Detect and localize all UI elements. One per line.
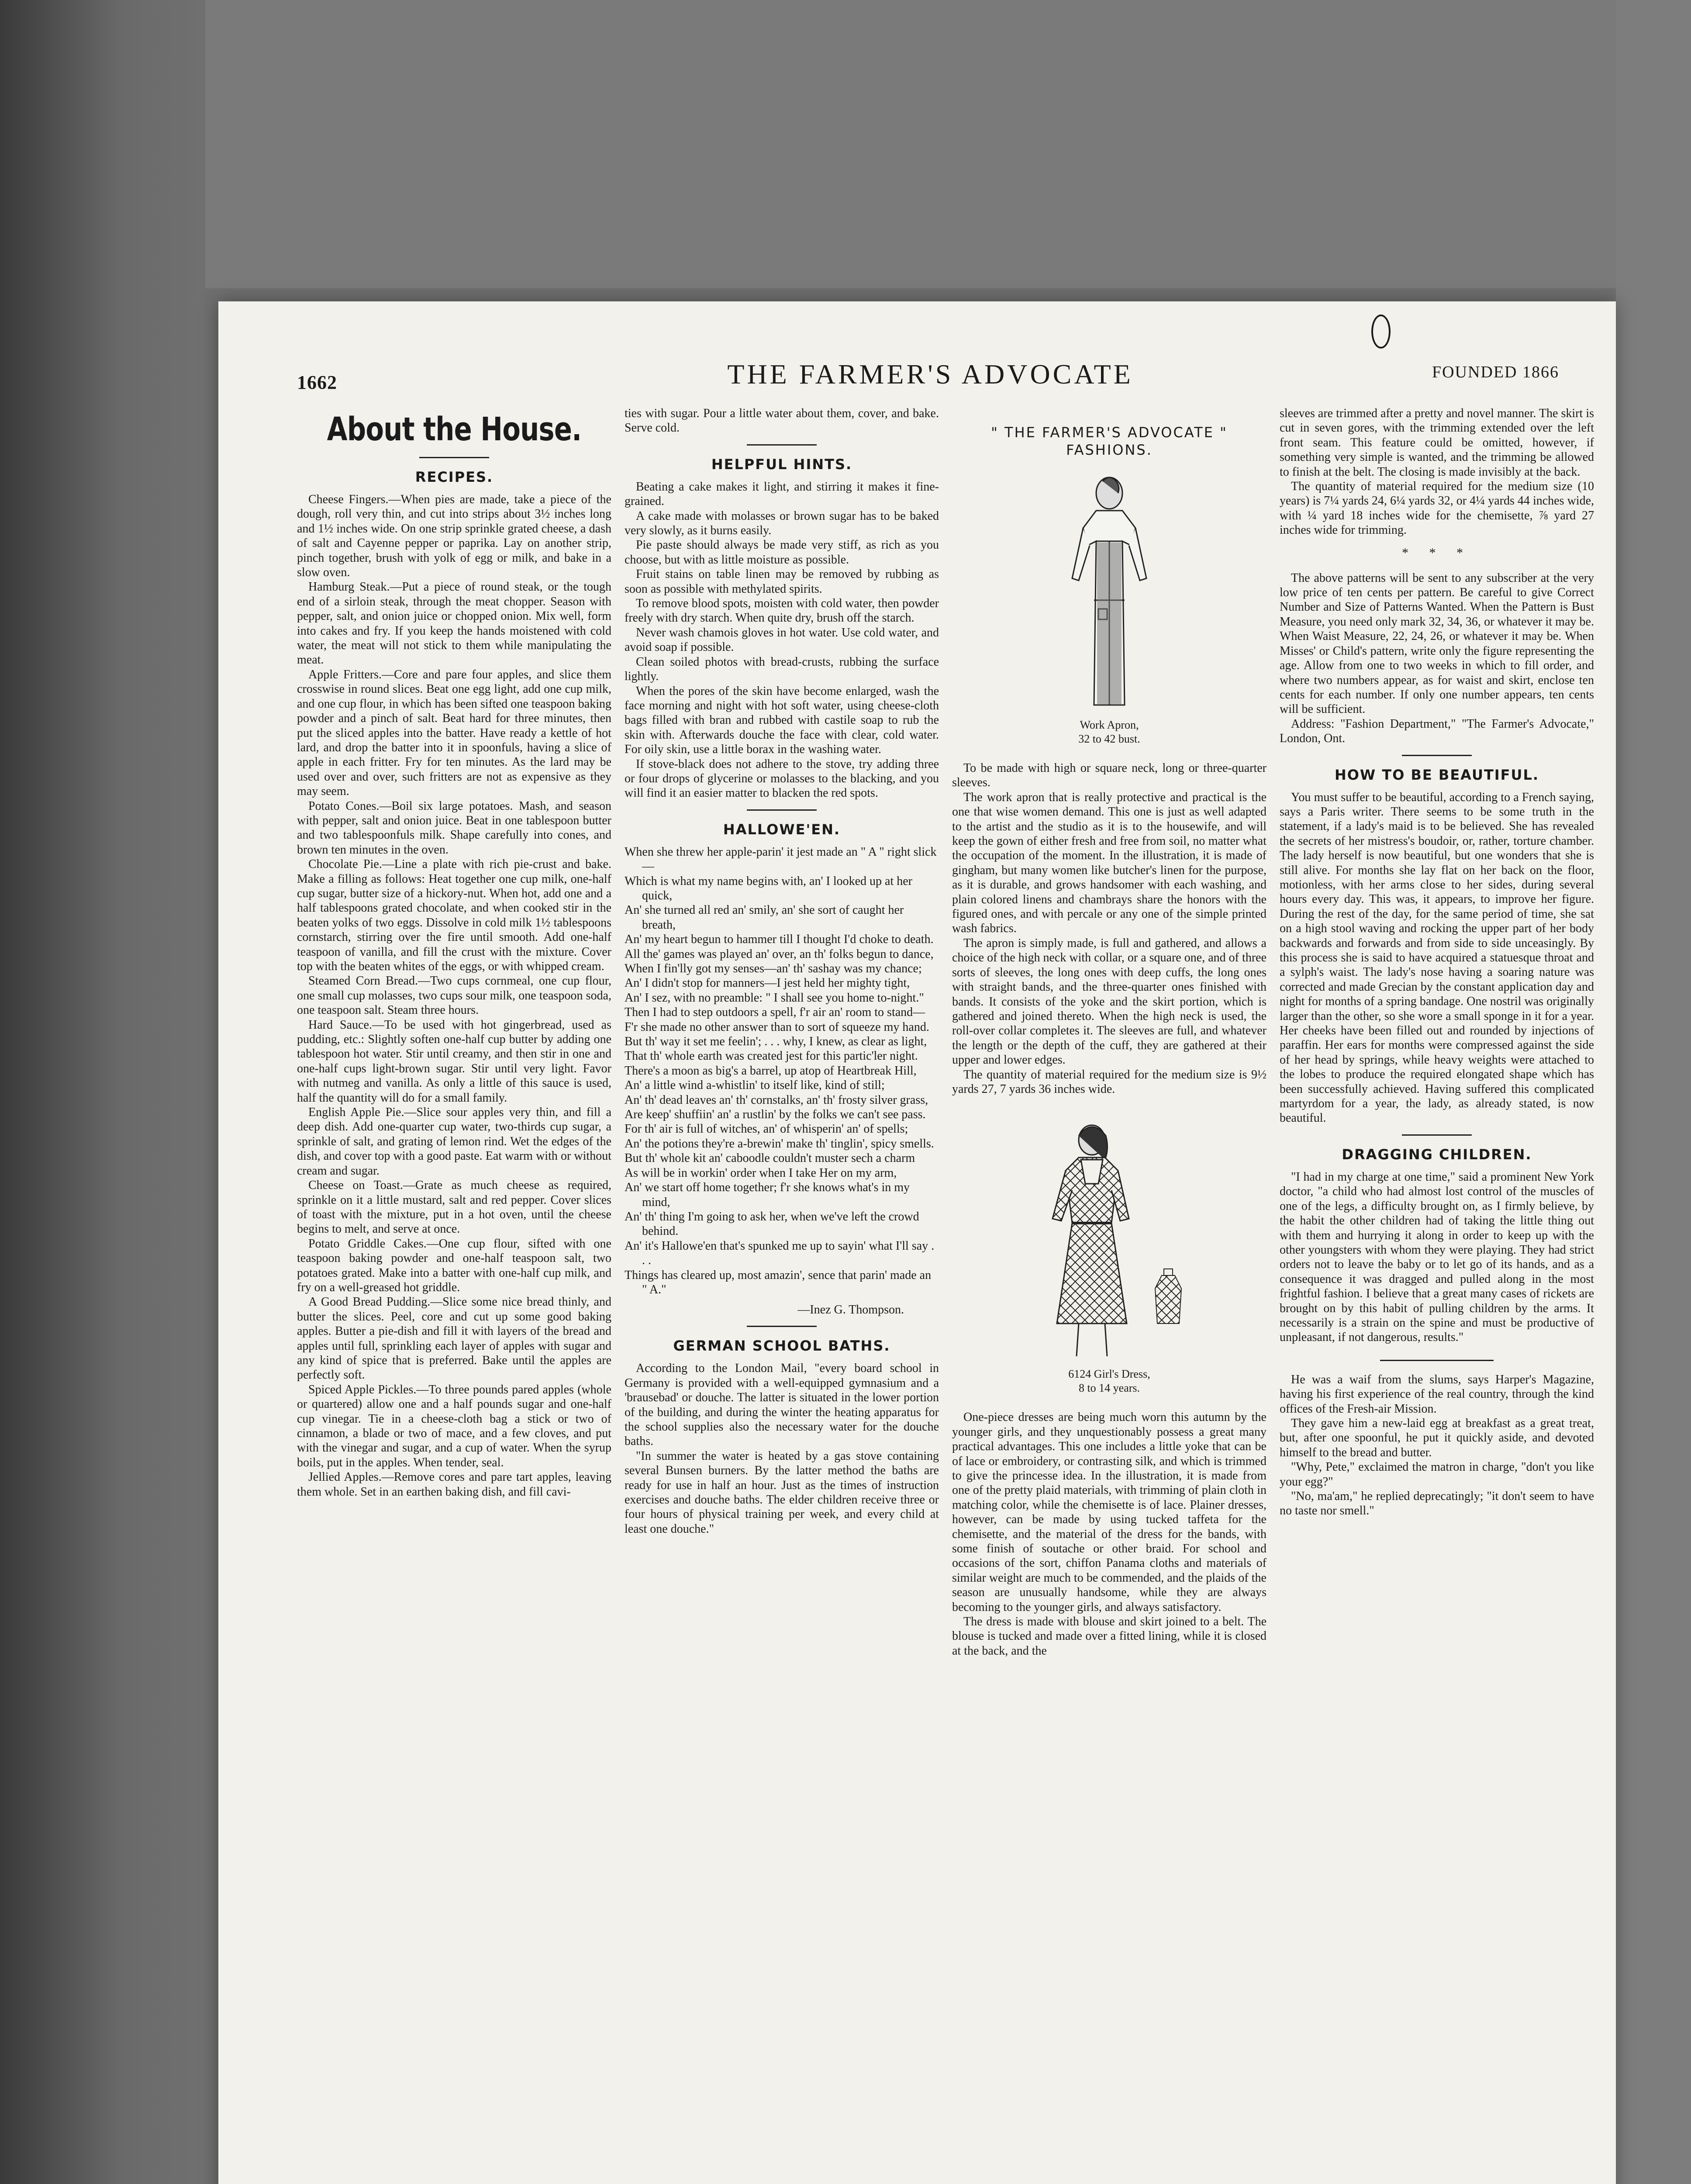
poem-line: An' I sez, with no preamble: " I shall see you home to-night.": [625, 991, 924, 1005]
column-3: [952, 406, 1267, 1658]
poem-line: Are keep' shuffiin' an' a rustlin' by the folks we can't see pass.: [625, 1108, 926, 1122]
page-number: 1662: [297, 372, 337, 393]
poem-line: An' th' dead leaves an' th' cornstalks, an' th' frosty silver grass,: [625, 1093, 928, 1107]
poem-line: Things has cleared up, most amazin', sence that parin' made an " A.": [625, 1268, 932, 1296]
girls-dress-caption: [952, 1367, 1267, 1395]
poem-line: An' we start off home together; f'r she knows what's in my mind,: [625, 1181, 910, 1209]
hint-paragraph: Never wash chamois gloves in hot water. Use cold water, and avoid soap if possible.: [625, 625, 939, 654]
recipe-paragraph: Steamed Corn Bread.—Two cups cornmeal, one cup flour, one small cup molasses, two cups sour milk, one teaspoon soda, one teaspoon salt. Steam three hours.: [297, 974, 611, 1017]
divider: [1380, 1360, 1494, 1361]
fashion-paragraph: The dress is made with blouse and skirt joined to a belt. The blouse is tucked and made over a fitted lining, while it is closed at the back, and the: [952, 1615, 1267, 1658]
recipe-paragraph: A Good Bread Pudding.—Slice some nice bread thinly, and butter the slices. Peel, core and cut up some good baking apples. Butter a pie-dish and fill it with layers of the bread and apples until full, sprinkling each layer of apples with sugar and any kind of spice that is preferred. Bake until the apples are perfectly soft.: [297, 1295, 611, 1382]
heading-halloween: HALLOWE'EN.: [723, 821, 841, 838]
article-paragraph: They gave him a new-laid egg at breakfast as a great treat, but, after one spoonful, he put it quickly aside, and devoted himself to the bread and butter.: [1280, 1416, 1594, 1459]
recipe-paragraph: Apple Fritters.—Core and pare four apples, and slice them crosswise in round slices. Beat one egg light, add one cup milk, and one cup flour, in which has been sifted one teaspoon baking powder and a pinch of salt. Beat hard for three minutes, then put the sliced apples into the batter. Have ready a kettle of hot lard, and drop the batter into it in spoonfuls, having a slice of apple in each fritter. Fry for ten minutes. As the lard may be used over and over, such fritters are not as expensive as they may seem.: [297, 667, 611, 798]
poem-line: An' a little wind a-whistlin' to itself like, kind of still;: [625, 1078, 885, 1092]
hint-paragraph: Beating a cake makes it light, and stirring it makes it fine-grained.: [625, 480, 939, 508]
hint-paragraph: If stove-black does not adhere to the stove, try adding three or four drops of glycerine or molasses to the blacking, and you will find it an easier matter to blacken the red spots.: [625, 757, 939, 800]
heading-german-school-baths: GERMAN SCHOOL BATHS.: [673, 1337, 890, 1355]
hint-paragraph: When the pores of the skin have become enlarged, wash the face morning and night with hot soft water, using cheese-cloth bags filled with bran and rubbed with castile soap to rub the skin with. Afterwards douche the face with clear, cold water. For oily skin, use a little borax in the washing water.: [625, 684, 939, 757]
founded-line: FOUNDED 1866: [1432, 363, 1559, 381]
recipe-paragraph: English Apple Pie.—Slice sour apples very thin, and fill a deep dish. Add one-quarter cup water, two-thirds cup sugar, a sprinkle of salt, and grating of lemon rind. Wet the edges of the dish, and cover top with a good paste. Eat warm with or without cream and sugar.: [297, 1106, 611, 1178]
patterns-paragraph: The above patterns will be sent to any subscriber at the very low price of ten cents per pattern. Be careful to give Correct Number and Size of Patterns Wanted. When the Pattern is Bust Measure, you need only mark 32, 34, 36, or whatever it may be. When Waist Measure, 22, 24, 26, or whatever it may be. When Misses' or Child's pattern, write only the figure representing the age. Allow from one to two weeks in which to fill order, and where two numbers appear, as for waist and skirt, enclose ten cents for each number. If only one number appears, ten cents will be sufficient.: [1280, 571, 1594, 716]
handwritten-margin-mark: [1371, 314, 1391, 349]
poem-line: But th' whole kit an' caboodle couldn't muster sech a charm: [625, 1151, 915, 1165]
recipe-paragraph: Potato Griddle Cakes.—One cup flour, sifted with one teaspoon baking powder and one-half teaspoon salt, two potatoes grated. Make into a batter with one-half cup milk, and fry on a well-greased hot griddle.: [297, 1237, 611, 1294]
scan-background-top: [0, 0, 1691, 288]
fashions-heading: [952, 424, 1267, 459]
scan-background-right: [1616, 0, 1691, 2184]
hint-paragraph: Pie paste should always be made very stiff, as rich as you choose, but with as little moisture as possible.: [625, 538, 939, 567]
heading-dragging-children: DRAGGING CHILDREN.: [1342, 1146, 1532, 1163]
recipe-paragraph: Spiced Apple Pickles.—To three pounds pared apples (whole or quartered) allow one and a half pounds sugar and one-half cup vinegar. Tie in a cheese-cloth bag a stick or two of cinnamon, a blade or two of mace, and a few cloves, and put with the vinegar and sugar, and a cup of water. When the syrup boils, put in the apples. When tender, seal.: [297, 1382, 611, 1469]
recipe-continuation: ties with sugar. Pour a little water about them, cover, and bake. Serve cold.: [625, 407, 939, 435]
recipe-paragraph: Cheese Fingers.—When pies are made, take a piece of the dough, roll very thin, and cut into strips about 3½ inches long and 1½ inches wide. On one strip sprinkle grated cheese, a dash of salt and Cayenne pepper or paprika. Lay on another strip, pinch together, brush with yolk of egg or milk, and bake in a slow oven.: [297, 493, 611, 580]
poem-line: F'r she made no other answer than to sort of squeeze my hand.: [625, 1020, 929, 1034]
recipe-paragraph: Cheese on Toast.—Grate as much cheese as required, sprinkle on it a little mustard, salt and red pepper. Cover slices of toast with the mixture, put in a hot oven, until the cheese begins to melt, and serve at once.: [297, 1178, 611, 1236]
article-paragraph: You must suffer to be beautiful, according to a French saying, says a Paris writer. There seems to be some truth in the statement, if a lady's maid is to be believed. She has revealed the secrets of her mistress's boudoir, or, rather, torture chamber. The lady herself is now beautiful, but one wonders that she is still alive. For months she lay flat on her back on the floor, motionless, with her arms close to her sides, during several hours every day. This was, it appears, to improve her figure. During the rest of the day, for the same period of time, she sat on a high stool waving and rocking the upper part of her body backwards and forwards and from side to side unceasingly. By this process she is said to have acquired a statuesque throat and a sylph's waist. The lady's nose having a soaring nature was corrected and made Grecian by the constant application day and night for months of a spring bandage. One nostril was originally larger than the other, so she wore a small sponge in it for a year. Her cheeks have been filled out and rounded by injections of paraffin. Her ears for months were compressed against the side of her head by springs, while heavy weights were attached to the lobes to produce the required elongated shape which has been successfully achieved. Having suffered this complicated martyrdom for a year, the lady, as already stated, is now beautiful.: [1280, 790, 1594, 1125]
poem-line: There's a moon as big's a barrel, up atop of Heartbreak Hill,: [625, 1064, 917, 1078]
fashion-paragraph: To be made with high or square neck, long or three-quarter sleeves.: [952, 761, 1267, 790]
recipe-paragraph: Potato Cones.—Boil six large potatoes. Mash, and season with pepper, salt and onion juice. Beat in one tablespoon butter and two tablespoonfuls milk. Shape carefully into cones, and brown ten minutes in the oven.: [297, 799, 611, 857]
article-paragraph: "I had in my charge at one time," said a prominent New York doctor, "a child who had almost lost control of the muscles of one of the legs, a difficulty brought on, as I firmly believe, by the habit the other children had of taking the little thing out with them and hurrying it along in order to keep up with the other youngsters with whom they were playing. They had strict orders not to leave the baby or to let go of its hands, and as a consequence it was dragged and pulled along in the most frightful fashion. I believe that a great many cases of rickets are brought on by this habit of pulling children by the arms. It necessarily is a strain on the spine and must be productive of unpleasant, if not dangerous, results.": [1280, 1170, 1594, 1344]
poem-author: —Inez G. Thompson.: [797, 1303, 904, 1317]
fashion-paragraph: The apron is simply made, is full and gathered, and allows a choice of the high neck with collar, or a square one, and of three sorts of sleeves, the long ones with deep cuffs, the long ones with straight bands, and the three-quarter ones finished with bands. It consists of the yoke and the skirt portion, which is gathered and joined thereto. When the high neck is used, the roll-over collar completes it. The sleeves are full, and whatever the length or the depth of the cuff, they are gathered at their upper and lower edges.: [952, 936, 1267, 1067]
poem-line: An' th' thing I'm going to ask her, when we've left the crowd behind.: [625, 1209, 919, 1238]
hint-paragraph: A cake made with molasses or brown sugar has to be baked very slowly, as it burns easily.: [625, 509, 939, 538]
article-paragraph: He was a waif from the slums, says Harper's Magazine, having his first experience of the real country, through the kind offices of the Fresh-air Mission.: [1280, 1372, 1594, 1416]
recipe-paragraph: Jellied Apples.—Remove cores and pare tart apples, leaving them whole. Set in an earthen baking dish, and fill cavi-: [297, 1470, 611, 1499]
poem-line: Which is what my name begins with, an' I looked up at her quick,: [625, 874, 912, 902]
recipe-paragraph: Chocolate Pie.—Line a plate with rich pie-crust and bake. Make a filling as follows: Heat together one cup milk, one-half cup sugar, butter size of a hickory-nut. When hot, add one and a half tablespoons grated chocolate, and when cooked stir in the beaten yolks of two eggs. Dissolve in cold milk 1½ tablespoons cornstarch, stirring over the fire until smooth. Add one-half teaspoon of vanilla, and fill the crust with the mixture. Cover top with the beaten whites of the eggs, or with whipped cream.: [297, 857, 611, 973]
article-paragraph: "In summer the water is heated by a gas stove containing several Bunsen burners. By the latter method the baths are ready for use in half an hour. Just as the times of instruction exercises and douche baths. The elder children receive three or four hours of physical training per week, and every child at least one douche.": [625, 1449, 939, 1536]
fashion-paragraph: The quantity of material required for the medium size is 9½ yards 27, 7 yards 36 inches wide.: [952, 1068, 1267, 1096]
divider: [419, 457, 489, 458]
poem-line: All the' games was played an' over, an th' folks begun to dance,: [625, 947, 934, 961]
hint-paragraph: Clean soiled photos with bread-crusts, rubbing the surface lightly.: [625, 655, 939, 684]
newspaper-page: [218, 301, 1616, 2184]
girls-dress-illustration: [1018, 1118, 1201, 1363]
heading-helpful-hints: HELPFUL HINTS.: [711, 456, 852, 473]
divider: [747, 1326, 817, 1327]
hint-paragraph: To remove blood spots, moisten with cold water, then powder freely with dry starch. When quite dry, brush off the starch.: [625, 597, 939, 625]
recipe-paragraph: Hamburg Steak.—Put a piece of round steak, or the tough end of a sirloin steak, through the meat chopper. Season with pepper, salt, and onion juice or chopped onion. Mix well, form into cakes and fry. If you keep the hands moistened with cold water, the meat will not stick to them while manipulating the meat.: [297, 580, 611, 667]
fashions-heading-line-2: FASHIONS.: [1066, 442, 1153, 458]
poem-line: Then I had to step outdoors a spell, f'r air an' room to stand—: [625, 1006, 925, 1019]
poem-line: An' she turned all red an' smily, an' she sort of caught her breath,: [625, 903, 904, 932]
fashion-paragraph: The quantity of material required for the medium size (10 years) is 7¼ yards 24, 6¼ yards 32, or 4¼ yards 44 inches wide, with ¼ yard 18 inches wide for the chemisette, ⅞ yard 27 inches wide for trimming.: [1280, 480, 1594, 537]
poem-line: As will be in workin' order when I take Her on my arm,: [625, 1166, 897, 1180]
poem-line: But th' way it set me feelin'; . . . why, I knew, as clear as light,: [625, 1035, 927, 1049]
column-2: [625, 406, 939, 1536]
patterns-paragraph: Address: "Fashion Department," "The Farmer's Advocate," London, Ont.: [1280, 717, 1594, 746]
page-header: [297, 358, 1559, 406]
masthead-title: THE FARMER'S ADVOCATE: [727, 359, 1133, 390]
caption-line: 8 to 14 years.: [1078, 1382, 1140, 1395]
heading-recipes: RECIPES.: [415, 469, 493, 485]
caption-line: 32 to 42 bust.: [1078, 733, 1140, 745]
poem-line: An' I didn't stop for manners—I jest held her mighty tight,: [625, 976, 910, 990]
section-stars: * * *: [1402, 545, 1472, 560]
fashion-paragraph: The work apron that is really protective and practical is the one that wise women demand. This one is just as well adapted to the artist and the studio as it is to the housewife, and will keep the gown of either fresh and free from soil, no matter what the occupation of the moment. In the illustration, it is made of gingham, but many women like butcher's linen for the purpose, as it is durable, and grows handsomer with each washing, and plain colored linens and chambrays share the honors with the figured ones, and with percale or any one of the simple printed wash fabrics.: [952, 790, 1267, 936]
caption-line: Work Apron,: [1080, 719, 1139, 731]
fashion-paragraph: One-piece dresses are being much worn this autumn by the younger girls, and they unquestionably possess a great many practical advantages. This one includes a little yoke that can be of lace or embroidery, or contrasting silk, and which is trimmed to give the princesse idea. In the illustration, it is made from one of the pretty plaid materials, with trimming of plain cloth in matching color, while the chemisette is of lace. Plainer dresses, however, can be made by using tucked taffeta for the chemisette, and the material of the dress for the bands, with some finish of soutache or other braid. For school and occasions of the sort, chiffon Panama cloths and materials of similar weight are much to be commended, and the plaids of the season are unusually handsome, while they are always becoming to the younger girls, and always satisfactory.: [952, 1410, 1267, 1614]
poem-line: An' my heart begun to hammer till I thought I'd choke to death.: [625, 933, 934, 947]
poem-line: An' the potions they're a-brewin' make th' tinglin', spicy smells.: [625, 1137, 934, 1151]
divider: [747, 444, 817, 446]
heading-how-to-be-beautiful: HOW TO BE BEAUTIFUL.: [1334, 766, 1539, 783]
caption-line: 6124 Girl's Dress,: [1068, 1368, 1150, 1381]
hint-paragraph: Fruit stains on table linen may be removed by rubbing as soon as possible with methylated spirits.: [625, 567, 939, 596]
work-apron-illustration: [1031, 469, 1188, 714]
fashion-paragraph: sleeves are trimmed after a pretty and novel manner. The skirt is cut in seven gores, with the trimming extended over the left front seam. This feature could be omitted, however, if something very simple is wanted, and the trimming be allowed to finish at the belt. The closing is made invisibly at the back.: [1280, 407, 1594, 479]
poem-line: For th' air is full of witches, an' of whisperin' an' of spells;: [625, 1122, 908, 1136]
article-paragraph: "Why, Pete," exclaimed the matron in charge, "don't you like your egg?": [1280, 1460, 1594, 1489]
divider: [1402, 1134, 1472, 1136]
recipe-paragraph: Hard Sauce.—To be used with hot gingerbread, used as pudding, etc.: Slightly soften one-half cup butter by adding one tablespoon hot water. Stir until creamy, and then stir in one and one-half cups light-brown sugar. Stir until very light. Favor with nutmeg and vanilla. As only a little of this sauce is used, half the quantity will do for a small family.: [297, 1018, 611, 1105]
poem-line: When I fin'lly got my senses—an' th' sashay was my chance;: [625, 962, 922, 975]
poem-line: That th' whole earth was created jest for this partic'ler night.: [625, 1049, 918, 1063]
divider: [747, 809, 817, 811]
divider: [1402, 755, 1472, 756]
article-paragraph: "No, ma'am," he replied deprecatingly; "it don't seem to have no taste nor smell.": [1280, 1489, 1594, 1518]
poem-line: An' it's Hallowe'en that's spunked me up to sayin' what I'll say . . .: [625, 1239, 935, 1268]
scan-background-left: [0, 0, 205, 2184]
poem-line: When she threw her apple-parin' it jest made an " A " right slick—: [625, 845, 937, 874]
article-paragraph: According to the London Mail, "every board school in Germany is provided with a well-equipped gymnasium and a 'brausebad' or douche. The latter is situated in the lower portion of the building, and during the winter the heating apparatus for the school supplies also the necessary water for the douche baths.: [625, 1362, 939, 1448]
fashions-heading-line-1: " THE FARMER'S ADVOCATE ": [991, 424, 1228, 441]
column-1: [297, 406, 611, 1499]
column-4: [1280, 406, 1594, 1518]
work-apron-caption: [952, 718, 1267, 746]
section-title-about-the-house: About the House.: [327, 411, 582, 448]
halloween-poem: [625, 845, 939, 1297]
